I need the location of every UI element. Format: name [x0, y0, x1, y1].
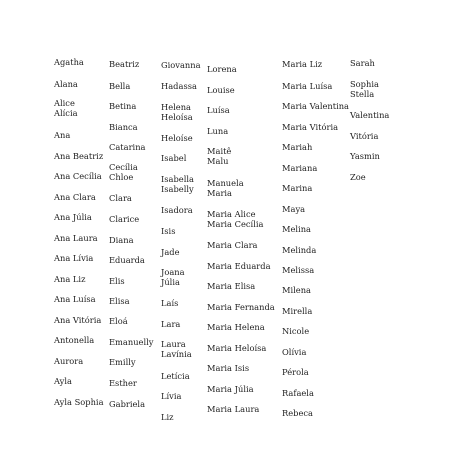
- name-entry: Beatriz: [109, 58, 140, 69]
- name-entry: Sarah: [350, 57, 375, 68]
- name-entry: Manuela Maria: [207, 177, 244, 198]
- name-entry: Maria Elisa: [207, 280, 256, 291]
- name-entry: Luna: [207, 125, 229, 136]
- name-entry: Eduarda: [109, 254, 145, 265]
- name-entry: Maria Luísa: [282, 80, 333, 91]
- name-entry: Maria Eduarda: [207, 260, 271, 271]
- name-entry: Melinda: [282, 244, 317, 255]
- name-entry: Sophia Stella: [350, 78, 379, 99]
- name-entry: Rebeca: [282, 407, 313, 418]
- name-entry: Ana Lívia: [54, 252, 94, 263]
- name-entry: Giovanna: [161, 59, 201, 70]
- name-entry: Maitê Malu: [207, 145, 232, 166]
- name-entry: Ayla Sophia: [54, 396, 104, 407]
- name-entry: Mariah: [282, 141, 313, 152]
- name-entry: Bella: [109, 80, 131, 91]
- name-entry: Pérola: [282, 366, 309, 377]
- name-entry: Louise: [207, 84, 235, 95]
- name-entry: Elis: [109, 275, 125, 286]
- name-entry: Maria Fernanda: [207, 301, 275, 312]
- name-entry: Laís: [161, 297, 179, 308]
- name-entry: Joana Júlia: [161, 266, 185, 287]
- name-entry: Maria Isis: [207, 362, 250, 373]
- name-entry: Yasmin: [350, 150, 380, 161]
- name-entry: Mirella: [282, 305, 313, 316]
- name-entry: Bianca: [109, 121, 138, 132]
- name-entry: Heloíse: [161, 132, 193, 143]
- name-entry: Ana Beatriz: [54, 150, 104, 161]
- name-entry: Lara: [161, 318, 181, 329]
- name-entry: Isadora: [161, 204, 193, 215]
- name-entry: Marina: [282, 182, 313, 193]
- name-entry: Melissa: [282, 264, 315, 275]
- name-entry: Milena: [282, 284, 312, 295]
- name-entry: Liz: [161, 411, 174, 422]
- name-entry: Antonella: [54, 334, 95, 345]
- name-entry: Ana Júlia: [54, 211, 92, 222]
- name-entry: Betina: [109, 100, 137, 111]
- name-entry: Valentina: [350, 109, 390, 120]
- name-entry: Catarina: [109, 141, 146, 152]
- name-entry: Aurora: [54, 355, 84, 366]
- name-entry: Maria Valentina: [282, 100, 350, 111]
- name-entry: Elisa: [109, 295, 130, 306]
- name-entry: Lorena: [207, 63, 237, 74]
- name-entry: Clarice: [109, 213, 140, 224]
- name-entry: Ana Liz: [54, 273, 86, 284]
- name-entry: Mariana: [282, 162, 318, 173]
- name-entry: Agatha: [54, 56, 84, 67]
- name-entry: Rafaela: [282, 387, 314, 398]
- name-entry: Ana Clara: [54, 191, 96, 202]
- name-entry: Isabella Isabelly: [161, 173, 194, 194]
- name-entry: Nicole: [282, 325, 310, 336]
- name-entry: Vitória: [350, 130, 379, 141]
- name-entry: Ana Laura: [54, 232, 98, 243]
- name-entry: Eloá: [109, 315, 128, 326]
- name-entry: Emilly: [109, 356, 136, 367]
- name-entry: Esther: [109, 377, 137, 388]
- name-entry: Maya: [282, 203, 306, 214]
- name-entry: Cecília Chloe: [109, 161, 138, 182]
- name-entry: Diana: [109, 234, 134, 245]
- name-entry: Laura Lavínia: [161, 338, 192, 359]
- name-entry: Maria Clara: [207, 239, 258, 250]
- name-entry: Helena Heloísa: [161, 101, 193, 122]
- name-entry: Ayla: [54, 375, 72, 386]
- name-entry: Ana Cecília: [54, 170, 102, 181]
- name-entry: Isabel: [161, 152, 187, 163]
- name-entry: Hadassa: [161, 80, 197, 91]
- name-entry: Melina: [282, 223, 312, 234]
- name-entry: Alice Alícia: [54, 97, 78, 118]
- name-entry: Clara: [109, 192, 132, 203]
- name-entry: Maria Vitória: [282, 121, 339, 132]
- name-entry: Maria Júlia: [207, 383, 254, 394]
- name-entry: Alana: [54, 78, 78, 89]
- name-entry: Ana: [54, 129, 71, 140]
- name-entry: Isis: [161, 225, 176, 236]
- name-entry: Luísa: [207, 104, 230, 115]
- name-entry: Letícia: [161, 370, 190, 381]
- name-entry: Jade: [161, 246, 180, 257]
- name-entry: Lívia: [161, 390, 182, 401]
- name-entry: Maria Helena: [207, 321, 265, 332]
- name-entry: Gabriela: [109, 398, 146, 409]
- name-entry: Ana Vitória: [54, 314, 102, 325]
- name-entry: Ana Luísa: [54, 293, 96, 304]
- name-entry: Maria Alice Maria Cecília: [207, 208, 264, 229]
- name-entry: Maria Liz: [282, 58, 323, 69]
- name-entry: Emanuelly: [109, 336, 154, 347]
- name-entry: Olívia: [282, 346, 307, 357]
- name-entry: Maria Heloísa: [207, 342, 267, 353]
- name-entry: Maria Laura: [207, 403, 260, 414]
- name-entry: Zoe: [350, 171, 366, 182]
